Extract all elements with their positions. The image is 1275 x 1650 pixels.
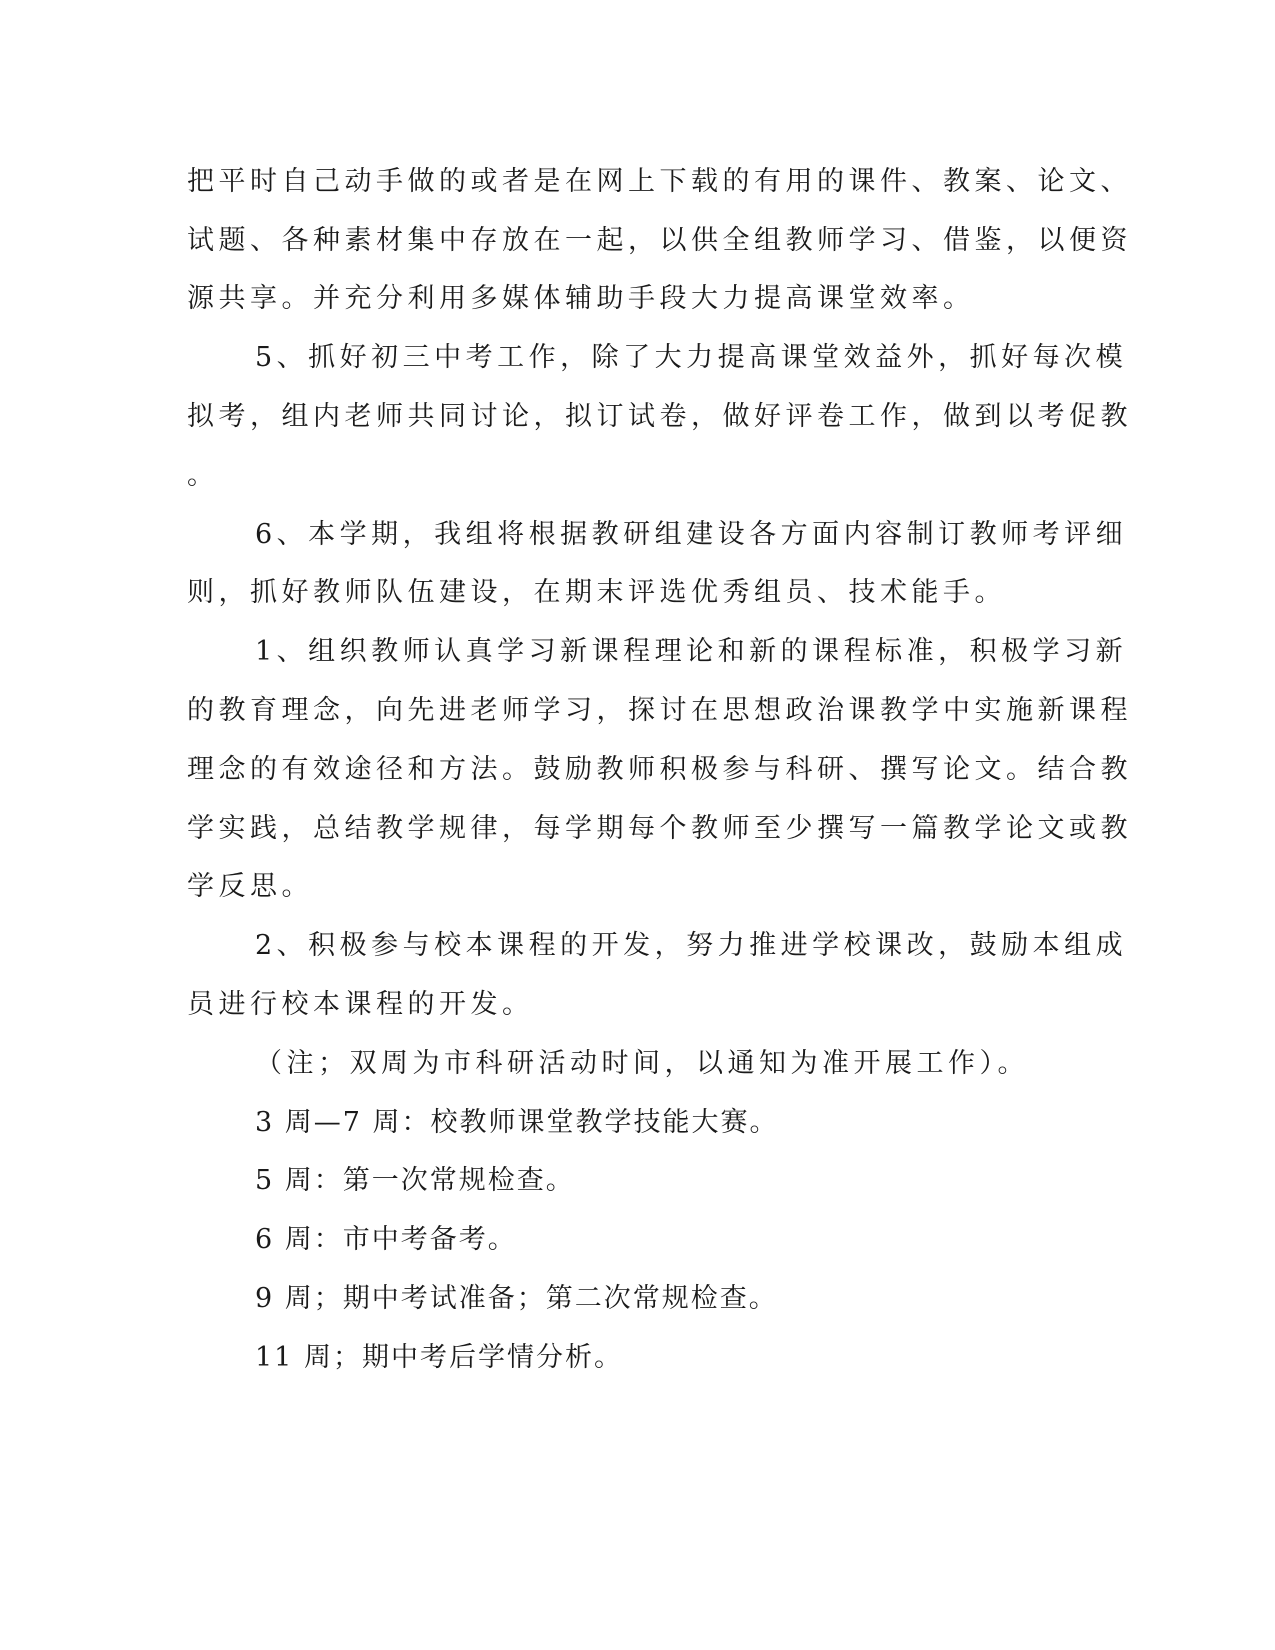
schedule-item-1: 3 周—7 周：校教师课堂教学技能大赛。 (255, 1107, 779, 1138)
text-line-12: 学实践，总结教学规律，每学期每个教师至少撰写一篇教学论文或教 (187, 813, 1132, 844)
text-line-16: （注；双周为市科研活动时间，以通知为准开展工作）。 (255, 1048, 1029, 1079)
text-line-9: 1、组织教师认真学习新课程理论和新的课程标准，积极学习新 (255, 636, 1128, 667)
schedule-item-3: 6 周：市中考备考。 (255, 1224, 517, 1255)
text-line-8: 则，抓好教师队伍建设，在期末评选优秀组员、技术能手。 (187, 577, 1006, 608)
text-line-1: 把平时自己动手做的或者是在网上下载的有用的课件、教案、论文、 (187, 166, 1132, 197)
text-line-14: 2、积极参与校本课程的开发，努力推进学校课改，鼓励本组成 (255, 930, 1128, 961)
schedule-item-5: 11 周；期中考后学情分析。 (255, 1342, 623, 1373)
schedule-item-2: 5 周：第一次常规检查。 (255, 1165, 575, 1196)
text-line-2: 试题、各种素材集中存放在一起，以供全组教师学习、借鉴，以便资 (187, 225, 1132, 256)
text-line-7: 6、本学期，我组将根据教研组建设各方面内容制订教师考评细 (255, 519, 1128, 550)
text-line-3: 源共享。并充分利用多媒体辅助手段大力提高课堂效率。 (187, 283, 975, 314)
text-line-6: 。 (187, 460, 219, 491)
text-line-10: 的教育理念，向先进老师学习，探讨在思想政治课教学中实施新课程 (187, 695, 1132, 726)
schedule-item-4: 9 周；期中考试准备；第二次常规检查。 (255, 1283, 778, 1314)
text-line-15: 员进行校本课程的开发。 (187, 989, 534, 1020)
text-line-13: 学反思。 (187, 871, 313, 902)
text-line-5: 拟考，组内老师共同讨论，拟订试卷，做好评卷工作，做到以考促教 (187, 401, 1132, 432)
text-line-4: 5、抓好初三中考工作，除了大力提高课堂效益外，抓好每次模 (255, 342, 1128, 373)
text-line-11: 理念的有效途径和方法。鼓励教师积极参与科研、撰写论文。结合教 (187, 754, 1132, 785)
